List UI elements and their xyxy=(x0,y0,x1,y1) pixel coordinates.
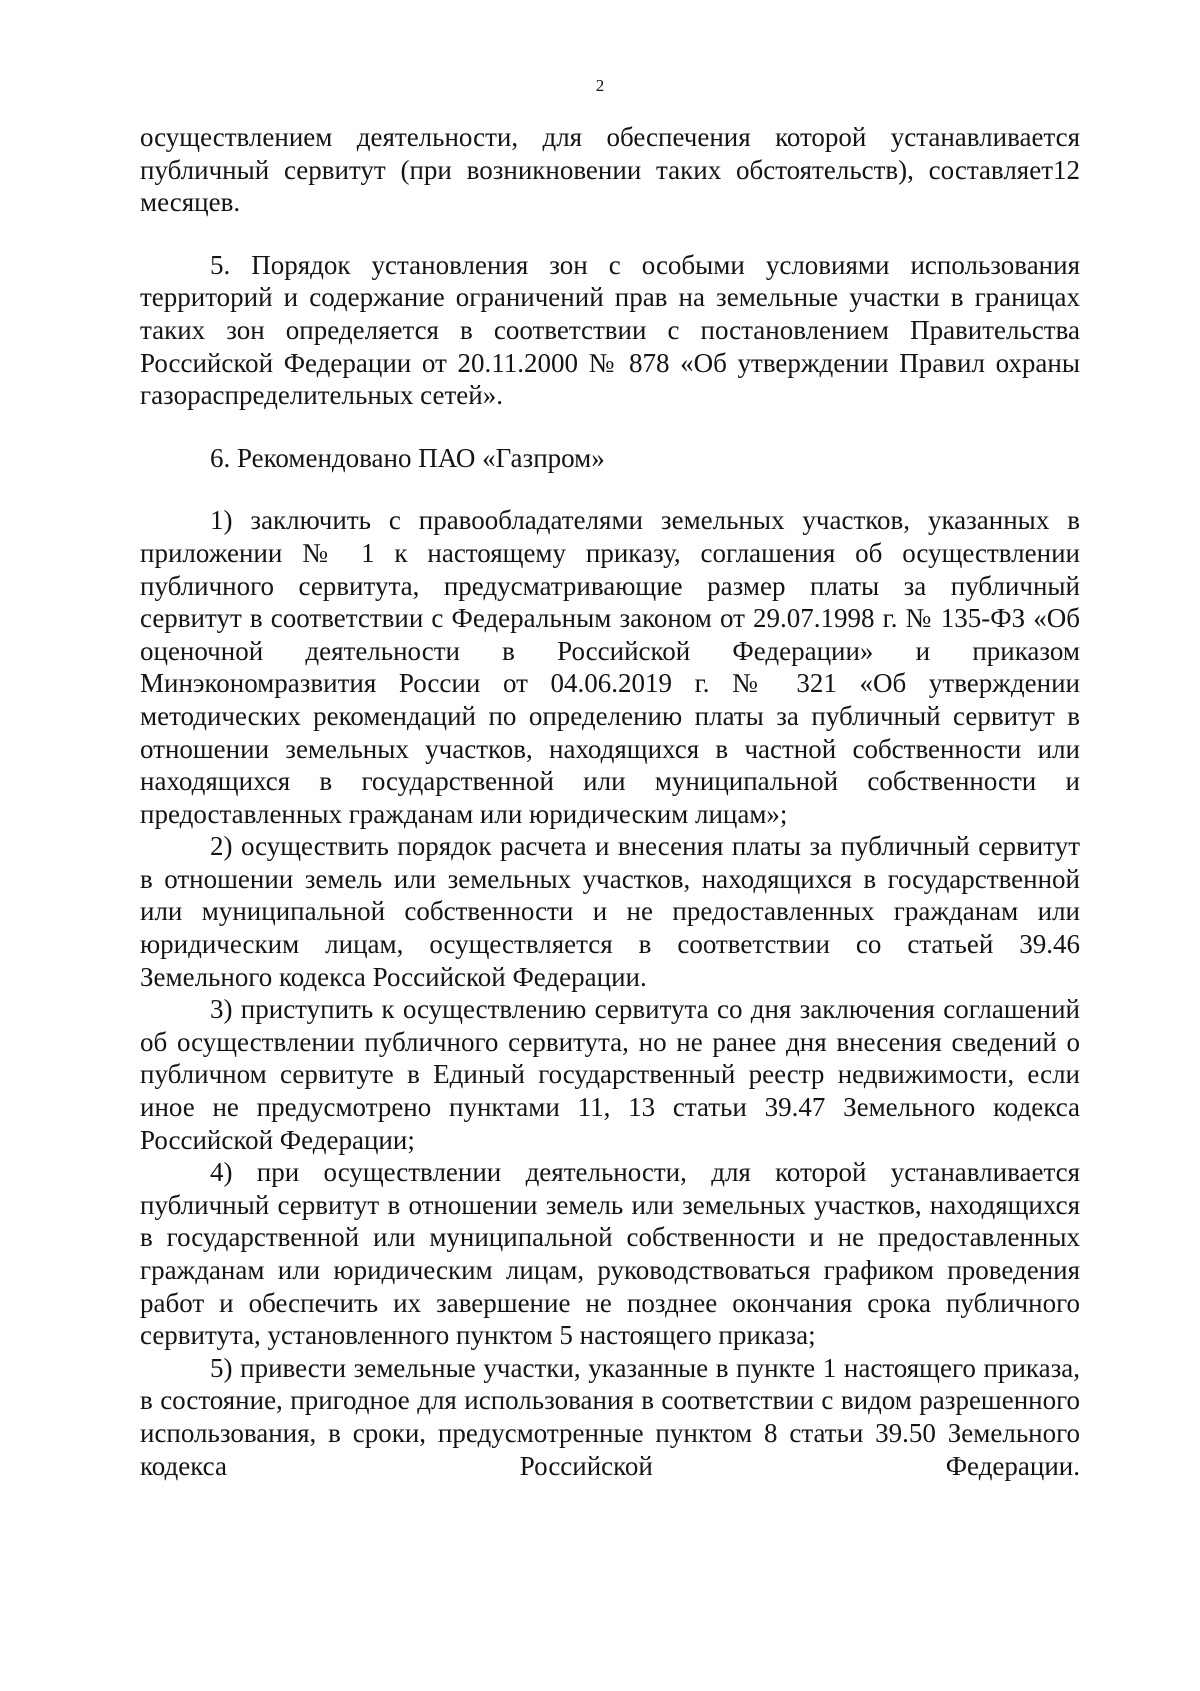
list-item-4: 4) при осуществлении деятельности, для которой устанавливается публичный сервитут в отношении земель или земельных участков, находящихся в государственной или муниципальной собственности и не предоставленных гражданам или юридическим лицам, руководствоваться графиком проведения работ и обеспечить их завершение не позднее окончания срока публичного сервитута, установленного пунктом 5 настоящего приказа; xyxy=(140,1157,1080,1351)
list-item-2: 2) осуществить порядок расчета и внесения платы за публичный сервитут в отношении земель или земельных участков, находящихся в государственной или муниципальной собственности и не предоставленных гражданам или юридическим лицам, осуществляется в соответствии со статьей 39.46 Земельного кодекса Российской Федерации. xyxy=(140,831,1080,992)
paragraph-continuation: осуществлением деятельности, для обеспечения которой устанавливается публичный сервитут (при возникновении таких обстоятельств), составляет12 месяцев. xyxy=(140,122,1080,218)
list-item-3: 3) приступить к осуществлению сервитута со дня заключения соглашений об осуществлении публичного сервитута, но не ранее дня внесения сведений о публичном сервитуте в Единый государственный реестр недвижимости, если иное не предусмотрено пунктами 11, 13 статьи 39.47 Земельного кодекса Российской Федерации; xyxy=(140,994,1080,1155)
list-item-1: 1) заключить с правообладателями земельных участков, указанных в приложении № 1 к настоящему приказу, соглашения об осуществлении публичного сервитута, предусматривающие размер платы за публичный сервитут в соответствии с Федеральным законом от 29.07.1998 г. № 135-ФЗ «Об оценочной деятельности в Российской Федерации» и приказом Минэкономразвития России от 04.06.2019 г. № 321 «Об утверждении методических рекомендаций по определению платы за публичный сервитут в отношении земельных участков, находящихся в частной собственности или находящихся в государственной или муниципальной собственности и предоставленных гражданам или юридическим лицам»; xyxy=(140,505,1080,829)
paragraph-item-6-heading: 6. Рекомендовано ПАО «Газпром» xyxy=(210,442,605,473)
list-item-5: 5) привести земельные участки, указанные в пункте 1 настоящего приказа, в состояние, пригодное для использования в соответствии с видом разрешенного использования, в сроки, предусмотренные пунктом 8 статьи 39.50 Земельного кодекса Российской Федерации. xyxy=(140,1352,1080,1481)
page-number: 2 xyxy=(595,76,605,95)
document-body xyxy=(140,121,1080,1482)
paragraph-item-5: 5. Порядок установления зон с особыми условиями использования территорий и содержание ограничений прав на земельные участки в границах таких зон определяется в соответствии с постановлением Правительства Российской Федерации от 20.11.2000 № 878 «Об утверждении Правил охраны газораспределительных сетей». xyxy=(140,249,1080,411)
